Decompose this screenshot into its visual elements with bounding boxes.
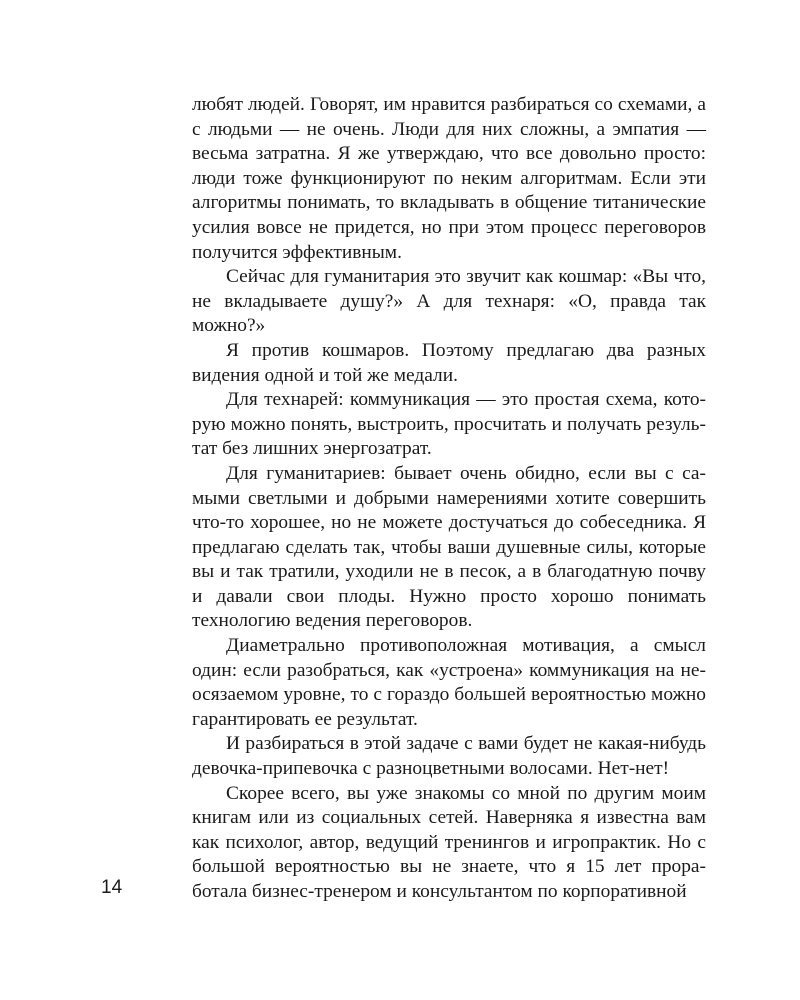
- paragraph-7: И разбираться в этой задаче с вами будет не какая-нибудь девочка-припевочка с разноцветными волосами. Нет-нет!: [192, 733, 706, 780]
- page-number: 14: [101, 877, 123, 898]
- paragraph-8: Скорее всего, вы уже знакомы со мной по другим моим книгам или из социальных сетей. Наверняка я известна вам как психолог, автор, ведущий тренингов и игропрактик. Но с большой вероятностью вы не знаете, что я 15 лет проработала бизнес-тренером и консультантом по корпоративной: [192, 782, 706, 902]
- page-text: [192, 93, 706, 905]
- paragraph-5: Для гуманитариев: бывает очень обидно, если вы с самыми светлыми и добрыми намерениями хотите совершить что-то хорошее, но не можете достучаться до собеседника. Я предлагаю сделать так, чтобы ваши душевные силы, которые вы и так тратили, уходили не в песок, а в благодатную почву и давали свои плоды. Нужно просто хорошо понимать технологию ведения переговоров.: [192, 462, 706, 632]
- paragraph-6: Диаметрально противоположная мотивация, а смысл один: если разобраться, как «устроена» коммуникация на неосязаемом уровне, то с гораздо большей вероятностью можно гарантировать ее результат.: [192, 635, 706, 730]
- paragraph-3: Я против кошмаров. Поэтому предлагаю два разных видения одной и той же медали.: [192, 339, 706, 386]
- paragraph-4: Для технарей: коммуникация — это простая схема, которую можно понять, выстроить, просчитать и получать результат без лишних энергозатрат.: [192, 389, 706, 460]
- paragraph-1: любят людей. Говорят, им нравится разбираться со схемами, а с людьми — не очень. Люди для них сложны, а эмпатия — весьма затратна. Я же утверждаю, что все довольно просто: люди тоже функционируют по неким алгоритмам. Если эти алгоритмы понимать, то вкладывать в общение титанические усилия вовсе не придется, но при этом процесс переговоров получится эффективным.: [192, 94, 706, 263]
- paragraph-2: Сейчас для гуманитария это звучит как кошмар: «Вы что, не вкладываете душу?» А для технаря: «О, правда так можно?»: [192, 266, 706, 337]
